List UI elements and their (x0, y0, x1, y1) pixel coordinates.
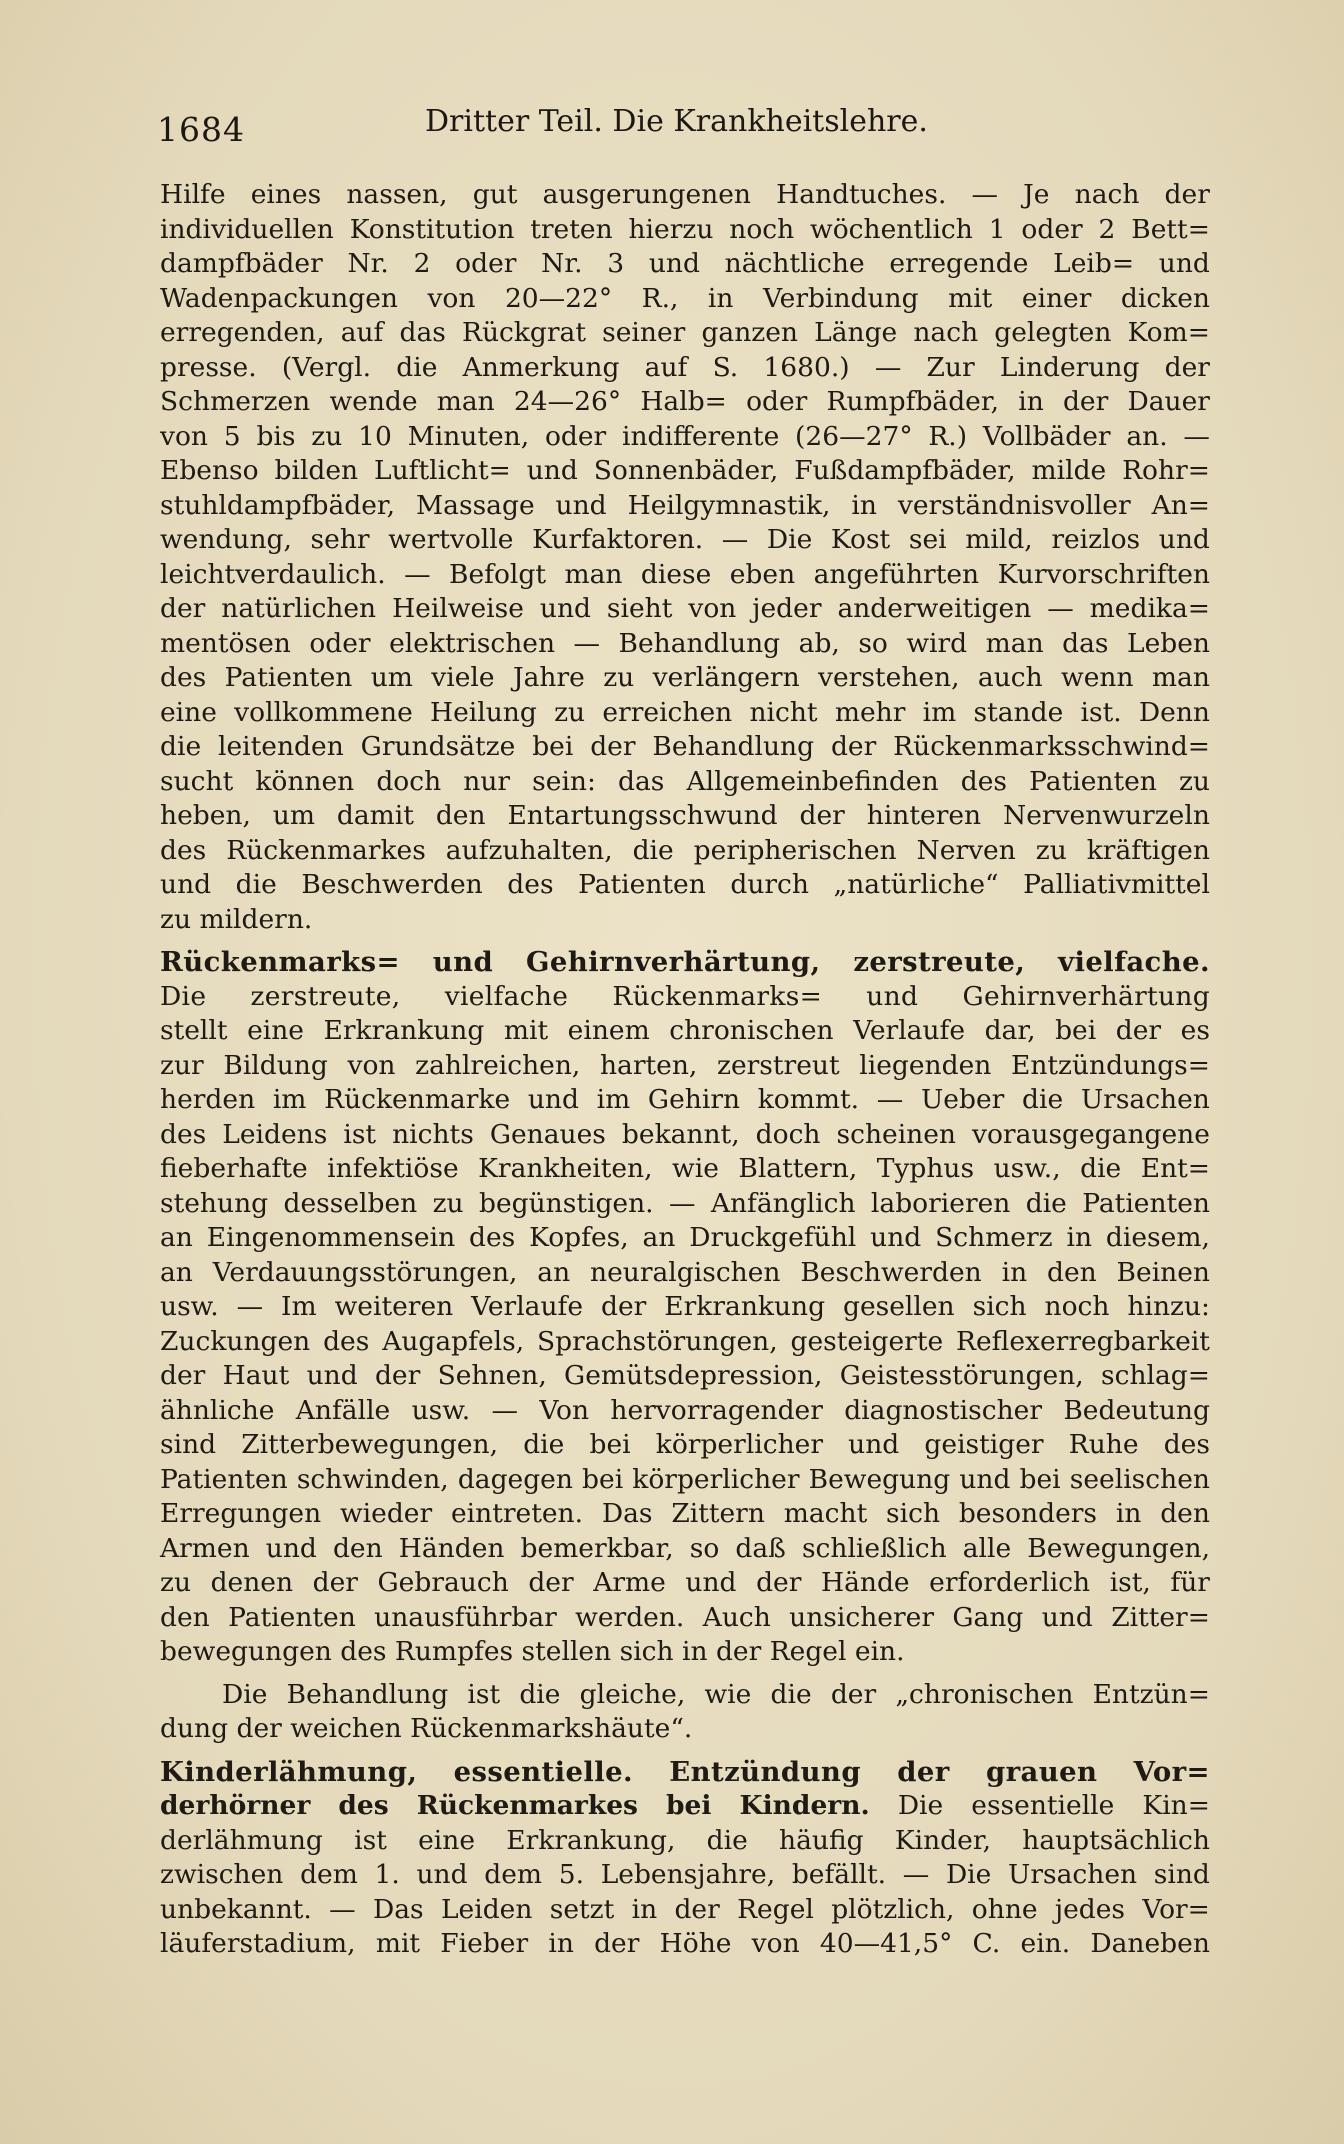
text-line: und die Beschwerden des Patienten durch „natürliche“ Palliativmittel (160, 869, 1210, 900)
text-line: Ebenso bilden Luftlicht= und Sonnenbäder, Fußdampfbäder, milde Rohr= (160, 455, 1210, 486)
text-line: Erregungen wieder eintreten. Das Zittern macht sich besonders in den (160, 1498, 1210, 1529)
text-line: usw. — Im weiteren Verlaufe der Erkrankung gesellen sich noch hinzu: (160, 1291, 1210, 1322)
text-line: fieberhafte infektiöse Krankheiten, wie Blattern, Typhus usw., die Ent= (160, 1153, 1210, 1184)
text-line: den Patienten unausführbar werden. Auch unsicherer Gang und Zitter= (160, 1601, 1210, 1633)
paragraph-gap (160, 1670, 1210, 1678)
text-line: zu mildern. (160, 903, 313, 935)
text-line: der natürlichen Heilweise und sieht von jeder anderweitigen — medika= (160, 593, 1210, 624)
text-line: sucht können doch nur sein: das Allgemeinbefinden des Patienten zu (160, 765, 1210, 797)
text-line: individuellen Konstitution treten hierzu noch wöchentlich 1 oder 2 Bett= (160, 213, 1210, 245)
running-title: Dritter Teil. Die Krankheitslehre. (425, 104, 928, 139)
text-line: stehung desselben zu begünstigen. — Anfänglich laborieren die Patienten (160, 1187, 1210, 1219)
text-line: mentösen oder elektrischen — Behandlung ab, so wird man das Leben (160, 627, 1210, 659)
section-heading-line: Rückenmarks= und Gehirnverhärtung, zerstreute, vielfache. (160, 946, 1210, 978)
text-line: Die zerstreute, vielfache Rückenmarks= und Gehirnverhärtung (160, 980, 1210, 1012)
text-line: Schmerzen wende man 24—26° Halb= oder Rumpfbäder, in der Dauer (160, 386, 1210, 417)
text-line: bewegungen des Rumpfes stellen sich in der Regel ein. (160, 1636, 905, 1667)
text-line: läuferstadium, mit Fieber in der Höhe von 40—41,5° C. ein. Daneben (160, 1928, 1210, 1959)
text-line: Zuckungen des Augapfels, Sprachstörungen, gesteigerte Reflexerregbarkeit (160, 1325, 1210, 1357)
page-number: 1684 (157, 110, 245, 149)
text-line: des Leidens ist nichts Genaues bekannt, doch scheinen vorausgegangene (160, 1118, 1210, 1150)
text-line: dung der weichen Rückenmarkshäute“. (160, 1713, 693, 1744)
body-text (160, 178, 1210, 1962)
text-line: eine vollkommene Heilung zu erreichen nicht mehr im stande ist. Denn (160, 696, 1210, 728)
text-line: an Verdauungsstörungen, an neuralgischen Beschwerden in den Beinen (160, 1256, 1210, 1288)
text-line: stellt eine Erkrankung mit einem chronischen Verlaufe dar, bei der es (160, 1015, 1210, 1046)
text-line: ähnliche Anfälle usw. — Von hervorragender diagnostischer Bedeutung (160, 1394, 1210, 1426)
text-line: erregenden, auf das Rückgrat seiner ganzen Länge nach gelegten Kom= (160, 317, 1210, 348)
section-heading-line: Kinderlähmung, essentielle. Entzündung der grauen Vor= (160, 1755, 1210, 1788)
text-line: Armen und den Händen bemerkbar, so daß schließlich alle Bewegungen, (160, 1532, 1210, 1564)
text-line: herden im Rückenmarke und im Gehirn kommt. — Ueber die Ursachen (160, 1084, 1210, 1115)
text-line: zu denen der Gebrauch der Arme und der Hände erforderlich ist, für (160, 1567, 1210, 1598)
text-line: des Patienten um viele Jahre zu verlängern verstehen, auch wenn man (160, 662, 1210, 693)
text-line: des Rückenmarkes aufzuhalten, die peripherischen Nerven zu kräftigen (160, 834, 1210, 866)
text-line: Patienten schwinden, dagegen bei körperlicher Bewegung und bei seelischen (160, 1463, 1210, 1495)
text-line: leichtverdaulich. — Befolgt man diese eben angeführten Kurvorschriften (160, 558, 1210, 590)
text-line: heben, um damit den Entartungsschwund der hinteren Nervenwurzeln (160, 800, 1210, 831)
text-line: dampfbäder Nr. 2 oder Nr. 3 und nächtliche erregende Leib= und (160, 248, 1210, 279)
text-line: zur Bildung von zahlreichen, harten, zerstreut liegenden Entzündungs= (160, 1049, 1210, 1081)
paragraph-gap (160, 937, 1210, 945)
text-line: von 5 bis zu 10 Minuten, oder indifferente (26—27° R.) Vollbäder an. — (160, 420, 1210, 452)
text-line: Die Behandlung ist die gleiche, wie die der „chronischen Entzün= (222, 1678, 1210, 1710)
text-line: stuhldampfbäder, Massage und Heilgymnastik, in verständnisvoller An= (160, 489, 1210, 521)
text-line: presse. (Vergl. die Anmerkung auf S. 1680.) — Zur Linderung der (160, 351, 1210, 383)
text-line: derhörner des Rückenmarkes bei Kindern. Die essentielle Kin= (160, 1790, 1210, 1821)
text-line: an Eingenommensein des Kopfes, an Druckgefühl und Schmerz in diesem, (160, 1222, 1210, 1253)
text-line: zwischen dem 1. und dem 5. Lebensjahre, befällt. — Die Ursachen sind (160, 1859, 1210, 1890)
text-line: wendung, sehr wertvolle Kurfaktoren. — Die Kost sei mild, reizlos und (160, 524, 1210, 555)
text-line: Hilfe eines nassen, gut ausgerungenen Handtuches. — Je nach der (160, 179, 1210, 210)
text-line: die leitenden Grundsätze bei der Behandlung der Rückenmarksschwind= (160, 731, 1210, 762)
paragraph-gap (160, 1747, 1210, 1755)
text-line: derlähmung ist eine Erkrankung, die häufig Kinder, hauptsächlich (160, 1824, 1210, 1856)
text-line: der Haut und der Sehnen, Gemütsdepression, Geistesstörungen, schlag= (160, 1360, 1210, 1391)
text-line: unbekannt. — Das Leiden setzt in der Regel plötzlich, ohne jedes Vor= (160, 1893, 1210, 1925)
text-line: Wadenpackungen von 20—22° R., in Verbindung mit einer dicken (160, 282, 1210, 314)
text-line: sind Zitterbewegungen, die bei körperlicher und geistiger Ruhe des (160, 1429, 1210, 1460)
